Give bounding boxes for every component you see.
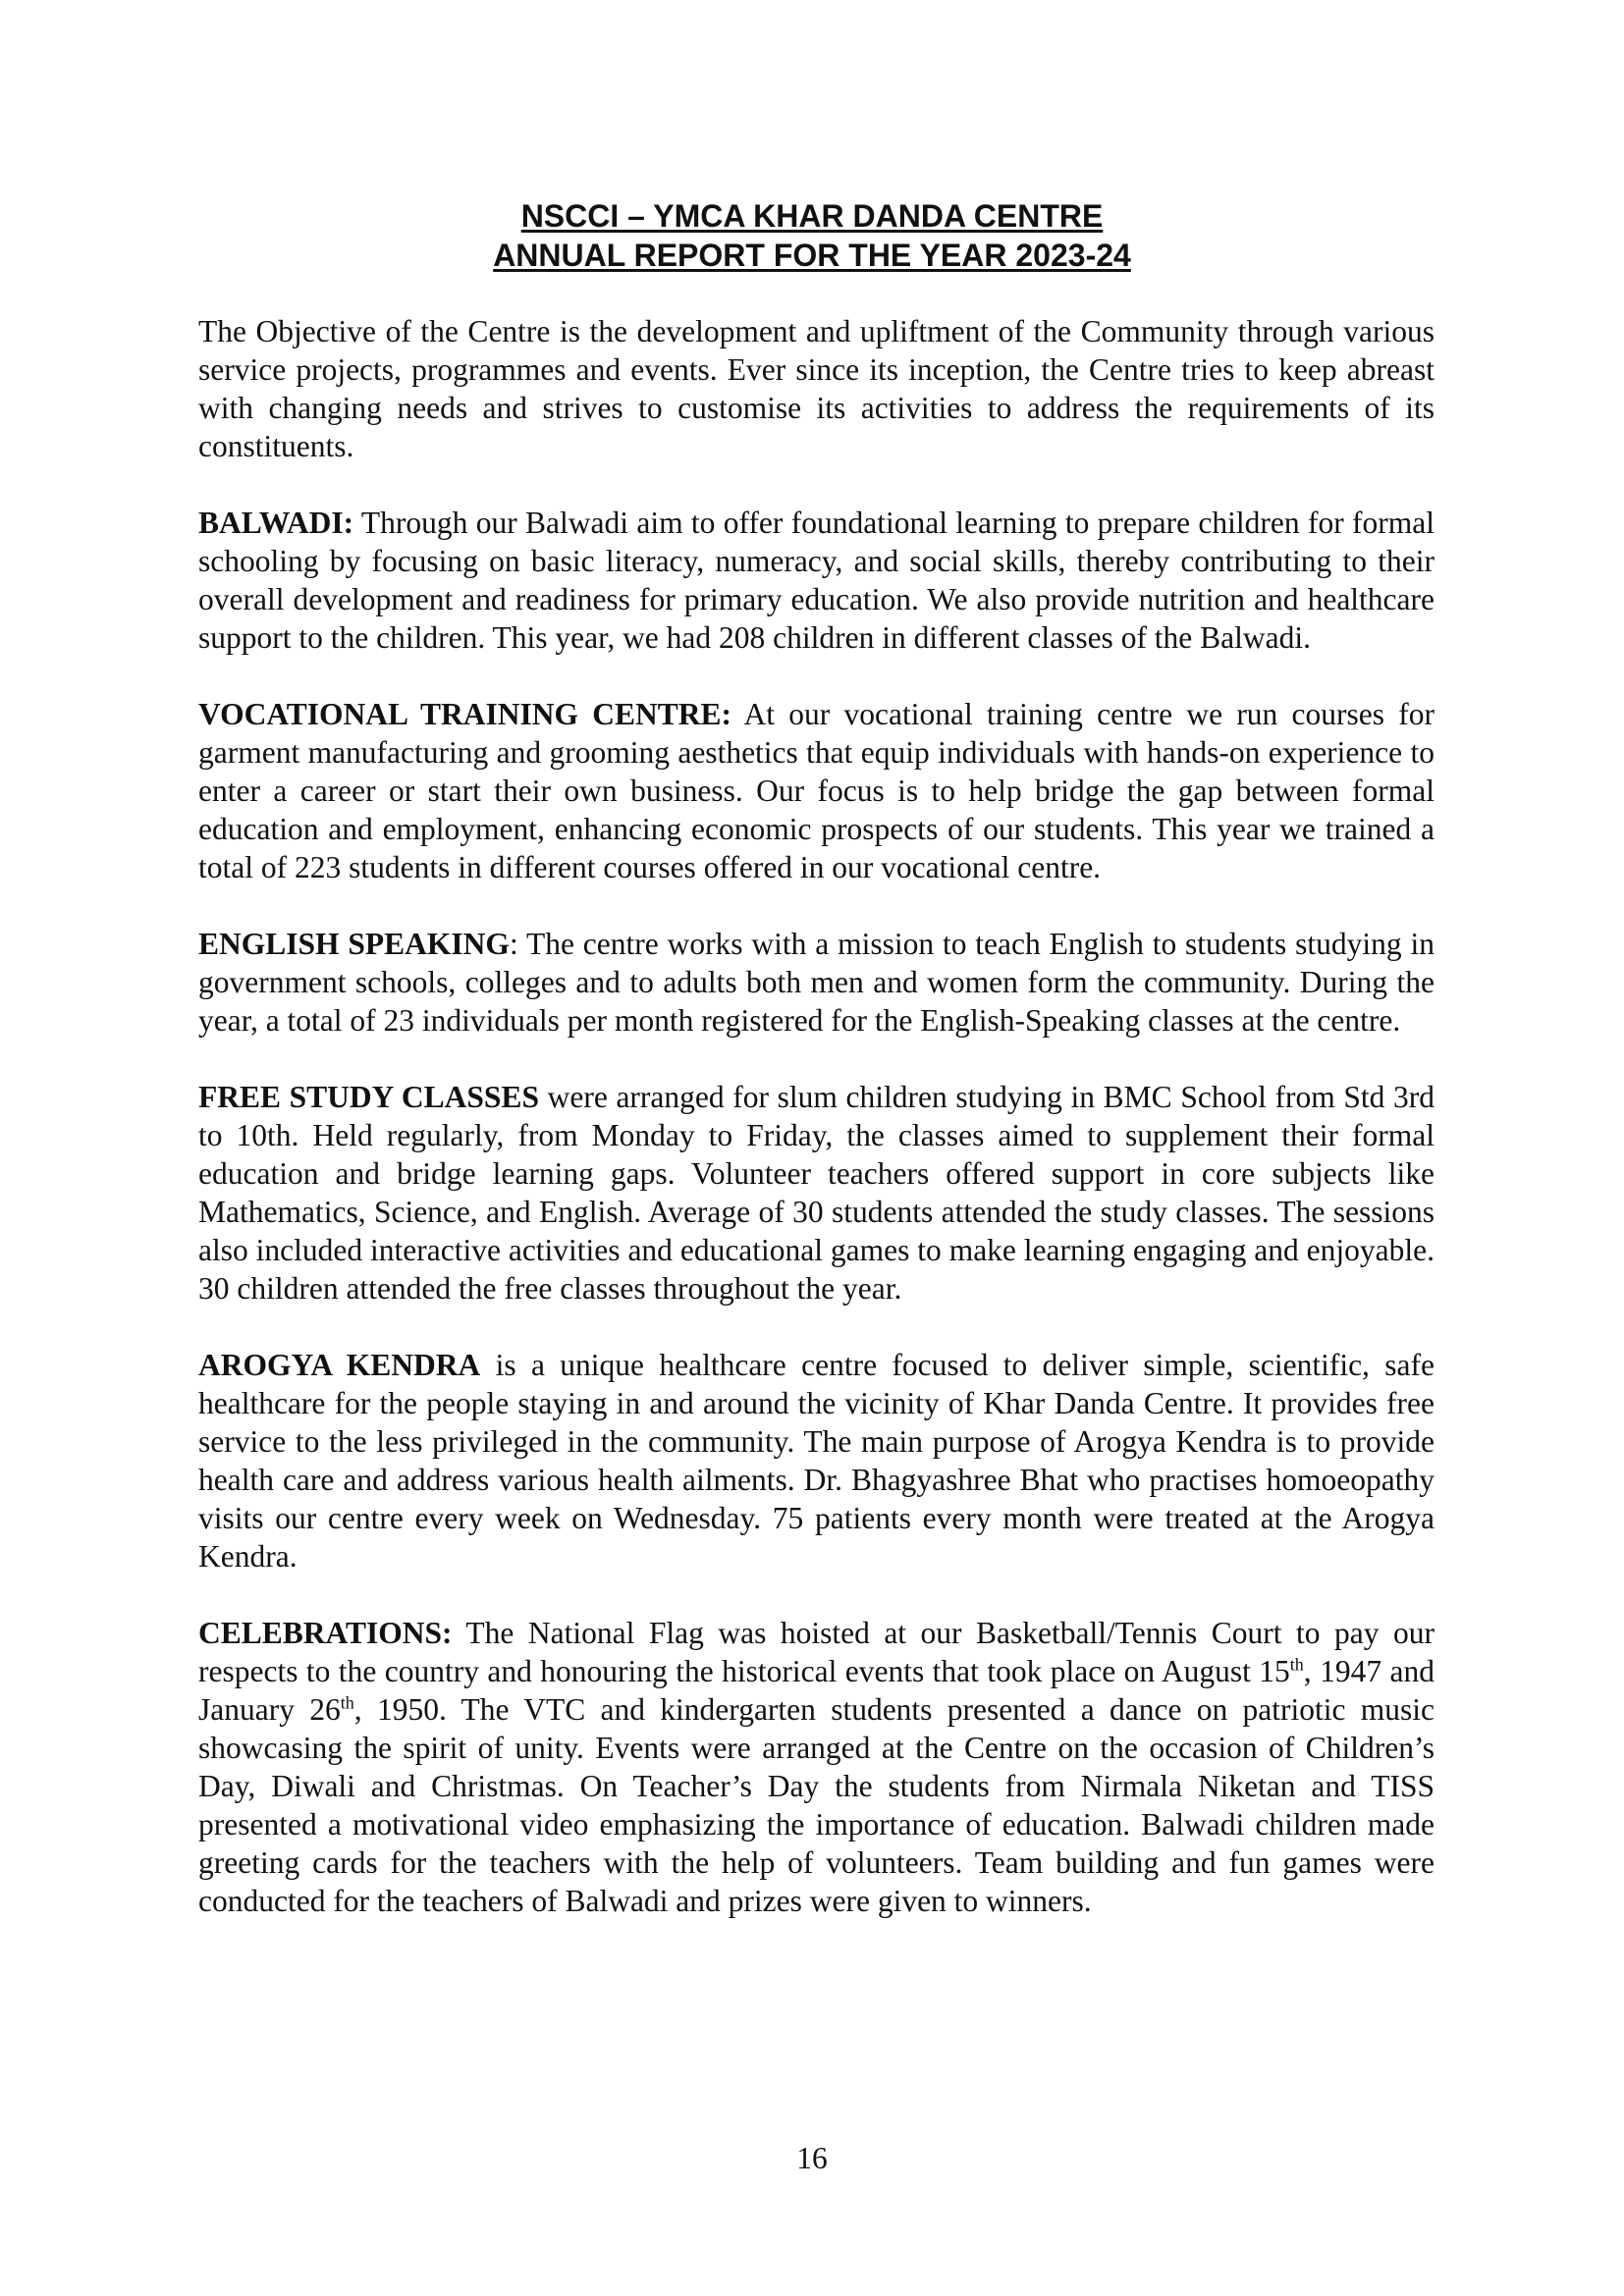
free-study-heading: FREE STUDY CLASSES bbox=[198, 1080, 539, 1114]
report-title: ANNUAL REPORT FOR THE YEAR 2023-24 bbox=[493, 238, 1131, 273]
ordinal-suffix: th bbox=[1289, 1654, 1304, 1675]
english-heading: ENGLISH SPEAKING bbox=[198, 927, 510, 961]
celebrations-text-3: , 1950. The VTC and kindergarten students presented a dance on patriotic music showcasing the spirit of unity. Events were arranged at the Centre on the occasion of Children’s Day, Diwali and Christmas. On Teacher’s Day the students from Nirmala Niketan and TISS presented a motivational video emphasizing the importance of education. Balwadi children made greeting cards for the teachers with the help of volunteers. Team building and fun games were conducted for the teachers of Balwadi and prizes were given to winners. bbox=[198, 1692, 1435, 1918]
celebrations-heading: CELEBRATIONS: bbox=[198, 1616, 453, 1650]
vocational-heading: VOCATIONAL TRAINING CENTRE: bbox=[198, 697, 732, 731]
ordinal-suffix: th bbox=[340, 1692, 354, 1713]
vocational-text: At our vocational training centre we run courses for garment manufacturing and grooming aesthetics that equip individuals with hands-on experience to enter a career or start their own business. Our focus is to help bridge the gap between formal education and employment, enhancing economic prospects of our students. This year we trained a total of 223 students in different courses offered in our vocational centre. bbox=[198, 697, 1435, 884]
free-study-text: were arranged for slum children studying in BMC School from Std 3rd to 10th. Held regularly, from Monday to Friday, the classes aimed to supplement their formal education and bridge learning gaps. Volunteer teachers offered support in core subjects like Mathematics, Science, and English. Average of 30 students attended the study classes. The sessions also included interactive activities and educational games to make learning engaging and enjoyable. 30 children attended the free classes throughout the year. bbox=[198, 1080, 1435, 1306]
intro-paragraph: The Objective of the Centre is the development and upliftment of the Community through various service projects, programmes and events. Ever since its inception, the Centre tries to keep abreast with changing needs and strives to customise its activities to address the requirements of its constituents. bbox=[198, 314, 1435, 463]
english-text: : The centre works with a mission to teach English to students studying in government schools, colleges and to adults both men and women form the community. During the year, a total of 23 individuals per month registered for the English-Speaking classes at the centre. bbox=[198, 927, 1435, 1038]
centre-title: NSCCI – YMCA KHAR DANDA CENTRE bbox=[520, 198, 1104, 234]
celebrations-text-1: The National Flag was hoisted at our Basketball/Tennis Court to pay our respects to the country and honouring the historical events that took place on August 15 bbox=[198, 1616, 1435, 1688]
vocational-paragraph bbox=[198, 695, 1435, 886]
balwadi-heading: BALWADI: bbox=[198, 506, 354, 540]
celebrations-paragraph bbox=[198, 1614, 1435, 1920]
free-study-paragraph bbox=[198, 1078, 1435, 1308]
arogya-heading: AROGYA KENDRA bbox=[198, 1348, 481, 1382]
arogya-paragraph bbox=[198, 1346, 1435, 1575]
balwadi-paragraph bbox=[198, 504, 1435, 657]
balwadi-text: Through our Balwadi aim to offer foundational learning to prepare children for formal schooling by focusing on basic literacy, numeracy, and social skills, thereby contributing to their overall development and readiness for primary education. We also provide nutrition and healthcare support to the children. This year, we had 208 children in different classes of the Balwadi. bbox=[198, 506, 1435, 655]
page-number: 16 bbox=[796, 2141, 828, 2175]
english-paragraph bbox=[198, 925, 1435, 1040]
report-header bbox=[0, 196, 1624, 275]
celebrations-text-2: , 1947 and January 26 bbox=[198, 1654, 1435, 1727]
report-body bbox=[198, 312, 1435, 1920]
arogya-text: is a unique healthcare centre focused to deliver simple, scientific, safe healthcare for the people staying in and around the vicinity of Khar Danda Centre. It provides free service to the less privileged in the community. The main purpose of Arogya Kendra is to provide health care and address various health ailments. Dr. Bhagyashree Bhat who practises homoeopathy visits our centre every week on Wednesday. 75 patients every month were treated at the Arogya Kendra. bbox=[198, 1348, 1435, 1574]
